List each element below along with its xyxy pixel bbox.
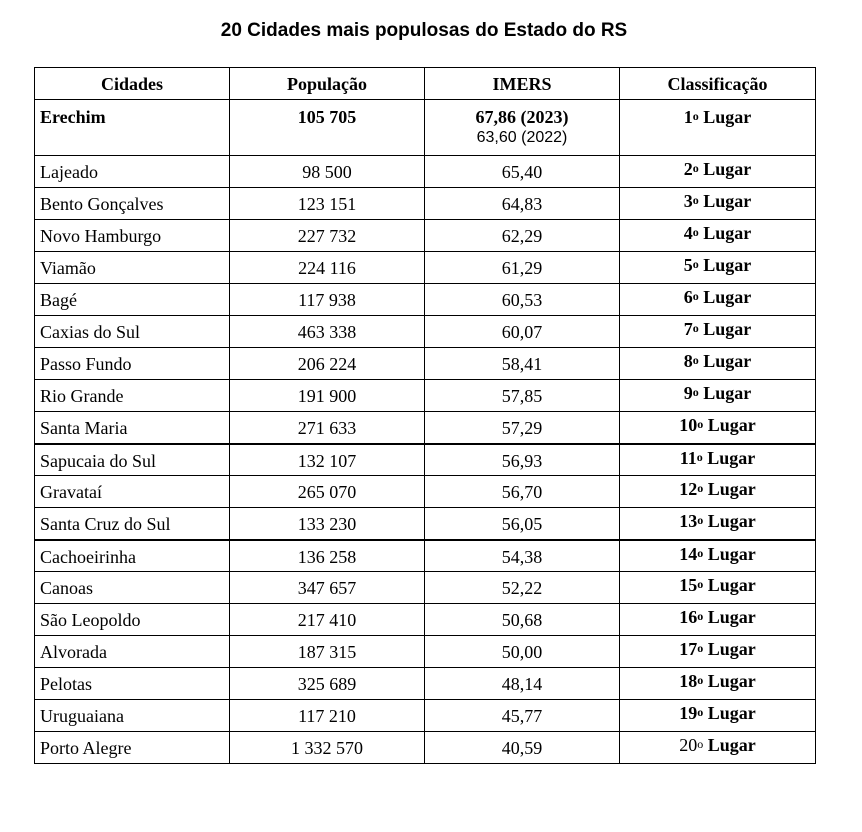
header-cidades: Cidades bbox=[35, 68, 230, 100]
cell-city: São Leopoldo bbox=[35, 604, 230, 636]
table-row bbox=[35, 476, 816, 508]
cell-city: Alvorada bbox=[35, 636, 230, 668]
cell-population: 136 258 bbox=[230, 540, 425, 572]
table-row bbox=[35, 412, 816, 444]
rank-label: Lugar bbox=[707, 575, 756, 595]
table-row bbox=[35, 252, 816, 284]
rank-number: 15 bbox=[679, 575, 698, 595]
rank-label: Lugar bbox=[707, 511, 756, 531]
header-classificacao: Classificação bbox=[620, 68, 816, 100]
cell-imers bbox=[425, 100, 620, 156]
rank-number: 16 bbox=[679, 607, 698, 627]
cities-table bbox=[34, 67, 816, 764]
cell-classification bbox=[620, 508, 816, 540]
cell-population: 132 107 bbox=[230, 444, 425, 476]
cell-classification bbox=[620, 444, 816, 476]
rank-label: Lugar bbox=[703, 107, 752, 127]
ordinal-mark: o bbox=[697, 577, 704, 591]
ordinal-mark: o bbox=[692, 289, 699, 303]
cell-city: Santa Cruz do Sul bbox=[35, 508, 230, 540]
cell-imers bbox=[425, 412, 620, 444]
cell-imers bbox=[425, 668, 620, 700]
ordinal-mark: o bbox=[692, 321, 699, 335]
cell-classification bbox=[620, 188, 816, 220]
table-row bbox=[35, 700, 816, 732]
cell-imers bbox=[425, 636, 620, 668]
cell-classification bbox=[620, 156, 816, 188]
cell-population: 98 500 bbox=[230, 156, 425, 188]
rank-label: Lugar bbox=[707, 639, 756, 659]
ordinal-mark: o bbox=[692, 225, 699, 239]
cell-classification bbox=[620, 252, 816, 284]
rank-number: 5 bbox=[683, 255, 693, 275]
rank-label: Lugar bbox=[707, 671, 756, 691]
rank-number: 14 bbox=[679, 543, 698, 564]
cell-city: Pelotas bbox=[35, 668, 230, 700]
ordinal-mark: o bbox=[697, 417, 704, 431]
imers-value: 67,86 (2023) bbox=[475, 107, 569, 127]
cell-imers bbox=[425, 348, 620, 380]
table-row bbox=[35, 188, 816, 220]
rank-label: Lugar bbox=[703, 351, 752, 371]
rank-label: Lugar bbox=[707, 607, 756, 627]
imers-value: 65,40 bbox=[501, 162, 543, 182]
cell-imers bbox=[425, 188, 620, 220]
table-row bbox=[35, 668, 816, 700]
cell-imers bbox=[425, 572, 620, 604]
cell-population: 265 070 bbox=[230, 476, 425, 508]
imers-value: 56,70 bbox=[501, 482, 543, 502]
ordinal-mark: o bbox=[697, 513, 704, 527]
cell-city: Lajeado bbox=[35, 156, 230, 188]
cell-imers bbox=[425, 476, 620, 508]
table-row bbox=[35, 220, 816, 252]
cell-city: Novo Hamburgo bbox=[35, 220, 230, 252]
cell-city: Porto Alegre bbox=[35, 732, 230, 764]
imers-value: 64,83 bbox=[501, 194, 543, 214]
rank-label: Lugar bbox=[703, 191, 752, 211]
cell-classification bbox=[620, 700, 816, 732]
ordinal-mark: o bbox=[697, 705, 704, 719]
cell-imers bbox=[425, 220, 620, 252]
rank-number: 7 bbox=[683, 319, 693, 339]
rank-label: Lugar bbox=[703, 383, 752, 403]
cell-population: 117 210 bbox=[230, 700, 425, 732]
rank-label: Lugar bbox=[707, 543, 756, 564]
table-row bbox=[35, 348, 816, 380]
cell-classification bbox=[620, 636, 816, 668]
rank-number: 13 bbox=[679, 511, 698, 531]
rank-label: Lugar bbox=[703, 319, 752, 339]
ordinal-mark: o bbox=[697, 673, 704, 687]
cell-classification bbox=[620, 540, 816, 572]
table-row bbox=[35, 572, 816, 604]
table-row bbox=[35, 732, 816, 764]
cell-imers bbox=[425, 156, 620, 188]
imers-value: 57,29 bbox=[501, 418, 543, 438]
rank-number: 20 bbox=[679, 735, 698, 755]
table-row bbox=[35, 284, 816, 316]
imers-value: 48,14 bbox=[501, 674, 543, 694]
imers-previous-value: 63,60 (2022) bbox=[476, 129, 568, 146]
ordinal-mark: o bbox=[692, 193, 699, 207]
rank-label: Lugar bbox=[703, 159, 752, 179]
cell-population: 117 938 bbox=[230, 284, 425, 316]
cell-city: Santa Maria bbox=[35, 412, 230, 444]
cell-population: 123 151 bbox=[230, 188, 425, 220]
rank-number: 9 bbox=[683, 383, 693, 403]
cell-imers bbox=[425, 732, 620, 764]
rank-label: Lugar bbox=[707, 415, 756, 435]
rank-label: Lugar bbox=[707, 703, 756, 723]
rank-number: 19 bbox=[679, 703, 698, 723]
cell-population: 224 116 bbox=[230, 252, 425, 284]
cell-population: 347 657 bbox=[230, 572, 425, 604]
ordinal-mark: o bbox=[692, 257, 699, 271]
cell-classification bbox=[620, 732, 816, 764]
rank-number: 11 bbox=[679, 447, 697, 468]
cell-population: 1 332 570 bbox=[230, 732, 425, 764]
cell-classification bbox=[620, 412, 816, 444]
imers-value: 58,41 bbox=[501, 354, 543, 374]
table-row bbox=[35, 444, 816, 476]
ordinal-mark: o bbox=[697, 609, 704, 623]
cell-classification bbox=[620, 316, 816, 348]
cell-city: Sapucaia do Sul bbox=[35, 444, 230, 476]
imers-value: 40,59 bbox=[501, 738, 543, 758]
cell-population: 133 230 bbox=[230, 508, 425, 540]
rank-number: 2 bbox=[683, 159, 693, 179]
ordinal-mark: o bbox=[696, 449, 703, 464]
table-row bbox=[35, 100, 816, 156]
rank-number: 8 bbox=[683, 351, 693, 371]
cell-imers bbox=[425, 252, 620, 284]
cell-imers bbox=[425, 444, 620, 476]
rank-number: 18 bbox=[679, 671, 698, 691]
page-title: 20 Cidades mais populosas do Estado do RS bbox=[220, 20, 628, 41]
cell-city: Bagé bbox=[35, 284, 230, 316]
rank-label: Lugar bbox=[703, 223, 752, 243]
ordinal-mark: o bbox=[692, 161, 699, 175]
rank-number: 17 bbox=[679, 639, 698, 659]
rank-label: Lugar bbox=[703, 287, 752, 307]
ordinal-mark: o bbox=[692, 353, 699, 367]
ordinal-mark: o bbox=[692, 109, 699, 123]
cell-population: 187 315 bbox=[230, 636, 425, 668]
cell-population: 191 900 bbox=[230, 380, 425, 412]
cell-city: Caxias do Sul bbox=[35, 316, 230, 348]
rank-label: Lugar bbox=[707, 479, 756, 499]
cell-population: 271 633 bbox=[230, 412, 425, 444]
cell-city: Canoas bbox=[35, 572, 230, 604]
table-row bbox=[35, 540, 816, 572]
rank-label: Lugar bbox=[707, 735, 756, 755]
cell-population: 463 338 bbox=[230, 316, 425, 348]
cell-city: Gravataí bbox=[35, 476, 230, 508]
table-row bbox=[35, 636, 816, 668]
table-body bbox=[35, 100, 816, 764]
rank-label: Lugar bbox=[707, 447, 756, 468]
imers-value: 50,68 bbox=[501, 610, 543, 630]
cell-imers bbox=[425, 284, 620, 316]
cell-imers bbox=[425, 540, 620, 572]
rank-number: 10 bbox=[679, 415, 698, 435]
rank-number: 6 bbox=[683, 287, 693, 307]
cell-population: 227 732 bbox=[230, 220, 425, 252]
cell-classification bbox=[620, 100, 816, 156]
imers-value: 54,38 bbox=[501, 546, 543, 567]
cell-classification bbox=[620, 476, 816, 508]
imers-value: 50,00 bbox=[501, 642, 543, 662]
cell-imers bbox=[425, 700, 620, 732]
rank-number: 1 bbox=[683, 107, 693, 127]
header-imers: IMERS bbox=[425, 68, 620, 100]
cell-population: 206 224 bbox=[230, 348, 425, 380]
cell-population: 217 410 bbox=[230, 604, 425, 636]
cell-population: 105 705 bbox=[230, 100, 425, 156]
ordinal-mark: o bbox=[697, 737, 704, 751]
cell-classification bbox=[620, 668, 816, 700]
cell-city: Uruguaiana bbox=[35, 700, 230, 732]
cell-classification bbox=[620, 284, 816, 316]
cell-classification bbox=[620, 348, 816, 380]
ordinal-mark: o bbox=[692, 385, 699, 399]
table-row bbox=[35, 508, 816, 540]
imers-value: 56,05 bbox=[501, 514, 543, 534]
header-row bbox=[35, 68, 816, 100]
cell-city: Erechim bbox=[35, 100, 230, 156]
cell-classification bbox=[620, 380, 816, 412]
rank-number: 3 bbox=[683, 191, 693, 211]
table-row bbox=[35, 156, 816, 188]
imers-value: 56,93 bbox=[501, 450, 543, 471]
table-row bbox=[35, 604, 816, 636]
rank-label: Lugar bbox=[703, 255, 752, 275]
cell-classification bbox=[620, 604, 816, 636]
imers-value: 45,77 bbox=[501, 706, 543, 726]
ordinal-mark: o bbox=[697, 545, 704, 560]
cell-classification bbox=[620, 572, 816, 604]
cell-city: Bento Gonçalves bbox=[35, 188, 230, 220]
ordinal-mark: o bbox=[697, 481, 704, 495]
cell-imers bbox=[425, 316, 620, 348]
cell-imers bbox=[425, 508, 620, 540]
cell-city: Passo Fundo bbox=[35, 348, 230, 380]
rank-number: 12 bbox=[679, 479, 698, 499]
cell-city: Viamão bbox=[35, 252, 230, 284]
header-populacao: População bbox=[230, 68, 425, 100]
imers-value: 57,85 bbox=[501, 386, 543, 406]
imers-value: 60,53 bbox=[501, 290, 543, 310]
cell-imers bbox=[425, 380, 620, 412]
table-row bbox=[35, 316, 816, 348]
cell-city: Cachoeirinha bbox=[35, 540, 230, 572]
table-row bbox=[35, 380, 816, 412]
cell-population: 325 689 bbox=[230, 668, 425, 700]
imers-value: 62,29 bbox=[501, 226, 543, 246]
cell-city: Rio Grande bbox=[35, 380, 230, 412]
ordinal-mark: o bbox=[697, 641, 704, 655]
imers-value: 52,22 bbox=[501, 578, 543, 598]
cell-classification bbox=[620, 220, 816, 252]
cell-imers bbox=[425, 604, 620, 636]
rank-number: 4 bbox=[683, 223, 693, 243]
imers-value: 60,07 bbox=[501, 322, 543, 342]
imers-value: 61,29 bbox=[501, 258, 543, 278]
